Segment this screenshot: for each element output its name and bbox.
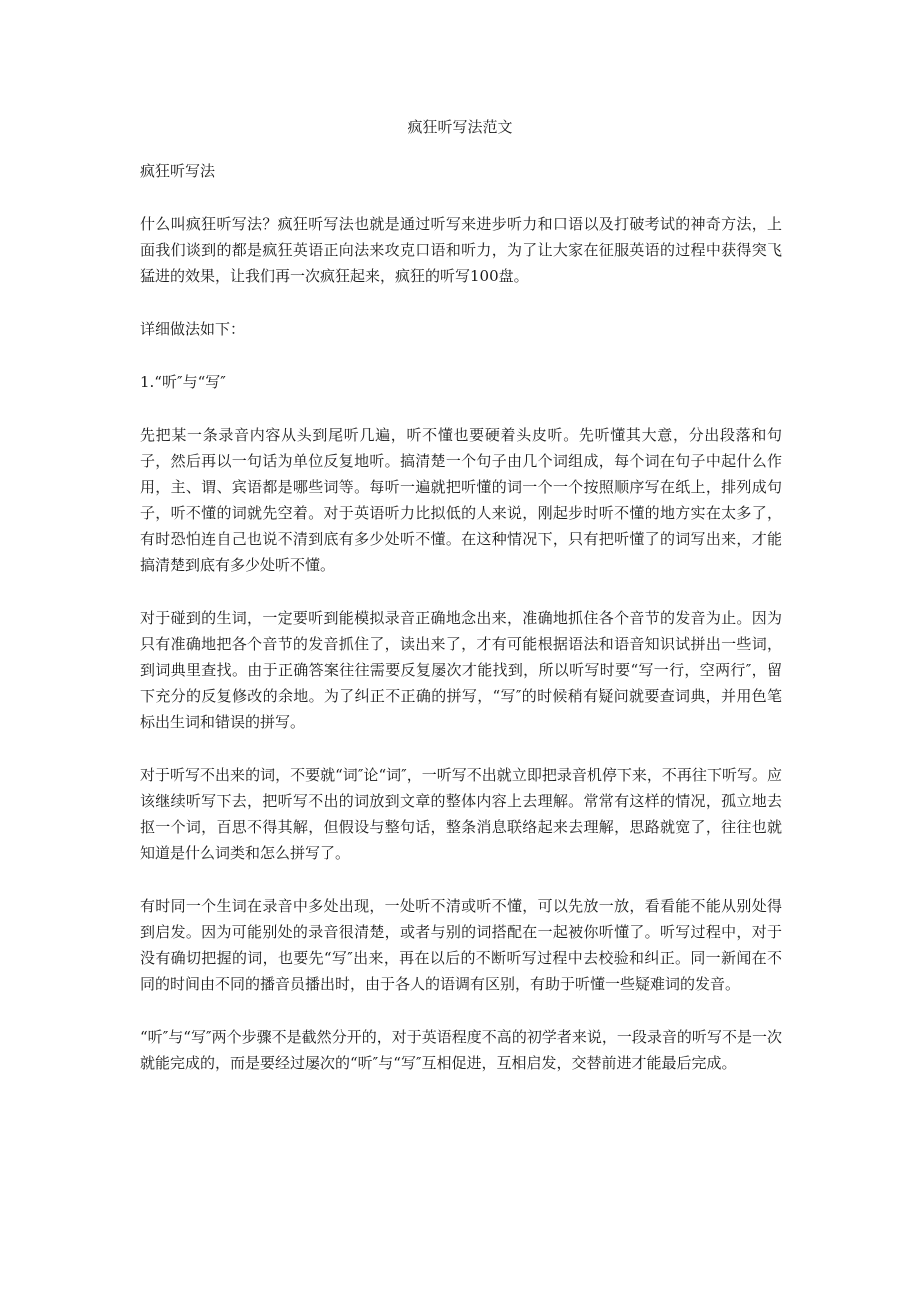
paragraph-context: 对于听写不出来的词，不要就“词″论“词″，一听写不出就立即把录音机停下来，不再往下听写。应该继续听写下去，把听写不出的词放到文章的整体内容上去理解。常常有这样的情况，孤立地去抠一个词，百思不得其解，但假设与整句话，整条消息联络起来去理解，思路就宽了，往往也就知道是什么词类和怎么拼写了。 <box>140 766 782 862</box>
paragraph-listen-first: 先把某一条录音内容从头到尾听几遍，听不懂也要硬着头皮听。先听懂其大意，分出段落和句子，然后再以一句话为单位反复地听。搞清楚一个句子由几个词组成，每个词在句子中起什么作用，主、谓、宾语都是哪些词等。每听一遍就把听懂的词一个一个按照顺序写在纸上，排列成句子，听不懂的词就先空着。对于英语听力比拟低的人来说，刚起步时听不懂的地方实在太多了，有时恐怕连自己也说不清到底有多少处听不懂。在这种情况下，只有把听懂了的词写出来，才能搞清楚到底有多少处听不懂。 <box>140 426 782 574</box>
document-title: 疯狂听写法范文 <box>407 118 513 136</box>
paragraph-step-heading: 1.“听″与“写″ <box>140 373 226 391</box>
paragraph-intro: 什么叫疯狂听写法？疯狂听写法也就是通过听写来进步听力和口语以及打破考试的神奇方法，上面我们谈到的都是疯狂英语正向法来攻克口语和听力，为了让大家在征服英语的过程中获得突飞猛进的效果，让我们再一次疯狂起来，疯狂的听写100盘。 <box>140 215 782 285</box>
paragraph-method-lead: 详细做法如下： <box>140 320 246 338</box>
document-body <box>140 158 782 1103</box>
paragraph-conclusion: “听″与“写″两个步骤不是截然分开的，对于英语程度不高的初学者来说，一段录音的听写不是一次就能完成的，而是要经过屡次的“听″与“写″互相促进，互相启发，交替前进才能最后完成。 <box>140 1028 782 1072</box>
paragraph-new-words: 对于碰到的生词，一定要听到能模拟录音正确地念出来，准确地抓住各个音节的发音为止。因为只有准确地把各个音节的发音抓住了，读出来了，才有可能根据语法和语音知识试拼出一些词，到词典里查找。由于正确答案往往需要反复屡次才能找到，所以听写时要“写一行，空两行″，留下充分的反复修改的余地。为了纠正不正确的拼写，“写″的时候稍有疑问就要查词典，并用色笔标出生词和错误的拼写。 <box>140 609 782 731</box>
section-heading: 疯狂听写法 <box>140 162 216 180</box>
paragraph-repeat-words: 有时同一个生词在录音中多处出现，一处听不清或听不懂，可以先放一放，看看能不能从别处得到启发。因为可能别处的录音很清楚，或者与别的词搭配在一起被你听懂了。听写过程中，对于没有确切把握的词，也要先“写″出来，再在以后的不断听写过程中去校验和纠正。同一新闻在不同的时间由不同的播音员播出时，由于各人的语调有区别，有助于听懂一些疑难词的发音。 <box>140 897 782 993</box>
